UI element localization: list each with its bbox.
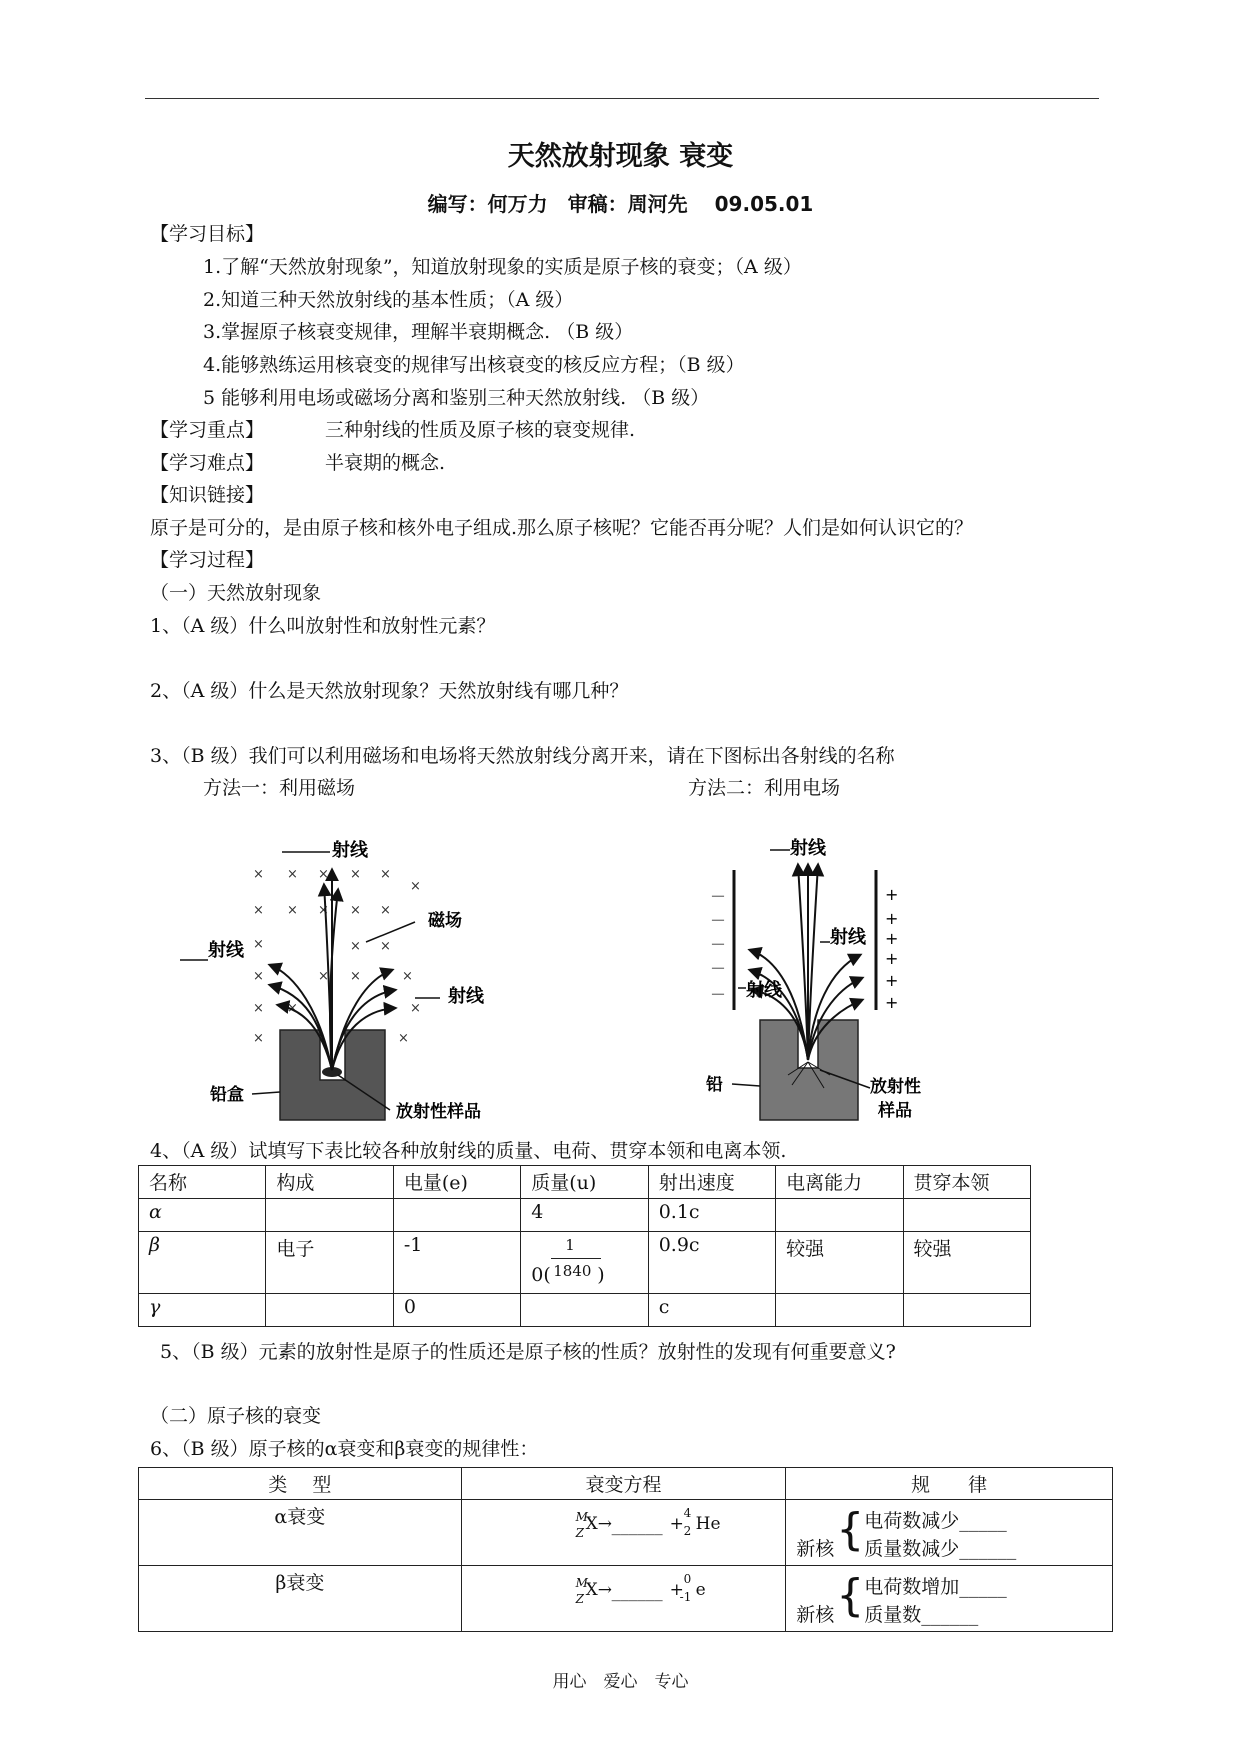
page-title: 天然放射现象 衰变 <box>507 141 734 172</box>
table-header: 贯穿本领 <box>903 1166 1030 1199</box>
objective-item: 4.能够熟练运用核衰变的规律写出核衰变的核反应方程；（B 级） <box>203 354 745 376</box>
table-header: 衰变方程 <box>461 1468 786 1500</box>
eq-plus: + <box>669 1580 684 1600</box>
decay-rule: 新核 { 电荷数减少_____ 质量数减少______ <box>786 1500 1113 1566</box>
cross-mark: × <box>318 969 329 984</box>
minus-sign: － <box>710 959 727 978</box>
beta-mass-cell <box>521 1232 648 1294</box>
question-1: 1、（A 级）什么叫放射性和放射性元素？ <box>150 615 496 637</box>
ray-label-middle: 射线 <box>830 927 866 948</box>
question-5: 5、（B 级）元素的放射性是原子的性质还是原子核的性质？放射性的发现有何重要意义? <box>160 1341 896 1363</box>
cross-mark: × <box>380 903 391 918</box>
table-cell: -1 <box>393 1232 520 1294</box>
table-cell <box>521 1294 648 1327</box>
table-cell: γ <box>139 1294 266 1327</box>
table-cell: 0.9c <box>648 1232 775 1294</box>
decay-equation <box>461 1500 786 1566</box>
minus-sign: － <box>710 935 727 954</box>
rule-prefix: 新核 <box>796 1538 835 1560</box>
field-label: 磁场 <box>428 911 462 931</box>
rule-charge: 电荷数增加_____ <box>864 1576 1007 1598</box>
eq-product: e <box>695 1580 706 1600</box>
table-cell <box>266 1294 393 1327</box>
table-cell <box>776 1199 903 1232</box>
ray-label-left: 射线 <box>746 980 782 1001</box>
lead-label: 铅 <box>706 1075 723 1095</box>
question-3: 3、（B 级）我们可以利用磁场和电场将天然放射线分离开来，请在下图标出各射线的名称 <box>150 745 895 767</box>
table-cell: c <box>648 1294 775 1327</box>
table-row <box>139 1566 1113 1632</box>
table-cell: 较强 <box>776 1232 903 1294</box>
plus-sign: + <box>885 971 899 990</box>
table-cell: 0 <box>393 1294 520 1327</box>
plus-sign: + <box>885 885 899 904</box>
cross-mark: × <box>398 1031 409 1046</box>
cross-mark: × <box>253 903 264 918</box>
table-row <box>139 1294 1031 1327</box>
rule-charge: 电荷数减少_____ <box>864 1510 1007 1532</box>
table-cell: 0.1c <box>648 1199 775 1232</box>
section1-heading: （一）天然放射现象 <box>150 582 322 604</box>
knowledge-link-text: 原子是可分的，是由原子核和核外电子组成.那么原子核呢？它能否再分呢？人们是如何认识它的？ <box>150 517 974 539</box>
minus-sign: － <box>710 911 727 930</box>
rule-prefix: 新核 <box>796 1604 835 1626</box>
objective-item: 3.掌握原子核衰变规律，理解半衰期概念. （B 级） <box>203 321 634 343</box>
eq-charge-symbol: Z <box>575 1526 584 1540</box>
table-header: 电离能力 <box>776 1166 903 1199</box>
eq-parent: X→ <box>585 1514 613 1534</box>
table-cell: 电子 <box>266 1232 393 1294</box>
cross-mark: × <box>287 903 298 918</box>
cross-mark: × <box>287 867 298 882</box>
eq-plus: + <box>669 1514 684 1534</box>
difficulty-label: 【学习难点】 <box>150 452 265 474</box>
cross-mark: × <box>318 903 329 918</box>
table-header: 类 型 <box>139 1468 462 1500</box>
plus-sign: + <box>885 949 899 968</box>
cross-mark: × <box>402 969 413 984</box>
table-cell: β <box>139 1232 266 1294</box>
radiation-comparison-table <box>138 1165 1031 1327</box>
decay-type: α衰变 <box>139 1500 462 1566</box>
table-header: 射出速度 <box>648 1166 775 1199</box>
question-2: 2、（A 级）什么是天然放射现象？天然放射线有哪几种？ <box>150 680 629 702</box>
plus-sign: + <box>885 909 899 928</box>
plus-sign: + <box>885 929 899 948</box>
table-header-row <box>139 1468 1113 1500</box>
page-footer: 用心 爱心 专心 <box>552 1672 689 1692</box>
cross-mark: × <box>287 1001 298 1016</box>
cross-mark: × <box>350 903 361 918</box>
table-cell: α <box>139 1199 266 1232</box>
cross-mark: × <box>350 939 361 954</box>
table-cell <box>903 1294 1030 1327</box>
table-cell: 较强 <box>903 1232 1030 1294</box>
beta-mass-prefix: 0( <box>531 1264 551 1286</box>
objectives-heading: 【学习目标】 <box>150 223 265 245</box>
key-points-text: 三种射线的性质及原子核的衰变规律. <box>325 419 636 441</box>
table-header: 名称 <box>139 1166 266 1199</box>
knowledge-link-label: 【知识链接】 <box>150 484 265 506</box>
ray-label-top: 射线 <box>790 838 826 859</box>
beta-mass-denominator: 1840 <box>553 1262 592 1280</box>
difficulty-text: 半衰期的概念. <box>325 452 446 474</box>
section2-heading: （二）原子核的衰变 <box>150 1405 322 1427</box>
objective-item: 1.了解“天然放射现象”，知道放射现象的实质是原子核的衰变；（A 级） <box>203 256 802 278</box>
electric-field-diagram <box>690 830 960 1130</box>
objective-item: 2.知道三种天然放射线的基本性质；（A 级） <box>203 289 574 311</box>
header-rule <box>145 98 1099 99</box>
eq-mass-symbol: M <box>575 1510 588 1524</box>
eq-bottom-number: 2 <box>683 1524 692 1538</box>
method-1-label: 方法一：利用磁场 <box>203 777 356 799</box>
eq-top-number: 0 <box>683 1572 692 1586</box>
table-row <box>139 1500 1113 1566</box>
rule-mass: 质量数______ <box>864 1604 979 1626</box>
sample-label: 样品 <box>878 1101 912 1121</box>
method-2-label: 方法二：利用电场 <box>688 777 841 799</box>
eq-blank: ______ <box>611 1582 663 1602</box>
cross-mark: × <box>253 867 264 882</box>
sample-label: 放射性样品 <box>396 1102 481 1122</box>
decay-equation <box>461 1566 786 1632</box>
rule-mass: 质量数减少______ <box>864 1538 1017 1560</box>
minus-sign: － <box>710 985 727 1004</box>
plus-sign: + <box>885 993 899 1012</box>
table-header: 电量(e) <box>393 1166 520 1199</box>
eq-mass-symbol: M <box>575 1576 588 1590</box>
table-cell <box>903 1199 1030 1232</box>
cross-mark: × <box>410 1001 421 1016</box>
ray-label-top: 射线 <box>332 840 368 861</box>
decay-type: β衰变 <box>139 1566 462 1632</box>
eq-blank: ______ <box>611 1516 663 1536</box>
table-header: 规 律 <box>786 1468 1113 1500</box>
eq-charge-symbol: Z <box>575 1592 584 1606</box>
table-cell <box>393 1199 520 1232</box>
objective-item: 5 能够利用电场或磁场分离和鉴别三种天然放射线. （B 级） <box>203 387 710 409</box>
lead-box-label: 铅盒 <box>210 1085 244 1105</box>
eq-top-number: 4 <box>683 1506 692 1520</box>
cross-mark: × <box>253 1001 264 1016</box>
cross-mark: × <box>253 969 264 984</box>
table-cell: 4 <box>521 1199 648 1232</box>
process-label: 【学习过程】 <box>150 549 265 571</box>
question-6: 6、（B 级）原子核的α衰变和β衰变的规律性： <box>150 1438 539 1460</box>
question-4: 4、（A 级）试填写下表比较各种放射线的质量、电荷、贯穿本领和电离本领. <box>150 1140 787 1162</box>
ray-label-left: 射线 <box>208 940 244 961</box>
table-header-row <box>139 1166 1031 1199</box>
eq-product: He <box>695 1514 721 1534</box>
eq-bottom-number: -1 <box>679 1590 692 1604</box>
sample-label: 放射性 <box>870 1077 921 1097</box>
ray-label-right: 射线 <box>448 986 484 1007</box>
cross-mark: × <box>410 879 421 894</box>
cross-mark: × <box>350 969 361 984</box>
table-cell <box>776 1294 903 1327</box>
table-cell <box>266 1199 393 1232</box>
minus-sign: － <box>710 887 727 906</box>
cross-mark: × <box>318 867 329 882</box>
cross-mark: × <box>253 937 264 952</box>
decay-rule: 新核 { 电荷数增加_____ 质量数______ <box>786 1566 1113 1632</box>
beta-mass-numerator: 1 <box>565 1236 575 1254</box>
key-points-label: 【学习重点】 <box>150 419 265 441</box>
cross-mark: × <box>350 867 361 882</box>
cross-mark: × <box>380 867 391 882</box>
beta-mass-suffix: ) <box>597 1264 605 1286</box>
authors-line: 编写：何万力 审稿：周河先 09.05.01 <box>427 192 814 216</box>
decay-rules-table <box>138 1467 1113 1632</box>
cross-mark: × <box>253 1031 264 1046</box>
eq-parent: X→ <box>585 1580 613 1600</box>
table-header: 构成 <box>266 1166 393 1199</box>
table-row <box>139 1232 1031 1294</box>
cross-mark: × <box>380 939 391 954</box>
table-header: 质量(u) <box>521 1166 648 1199</box>
table-row <box>139 1199 1031 1232</box>
magnetic-field-diagram <box>170 830 550 1130</box>
